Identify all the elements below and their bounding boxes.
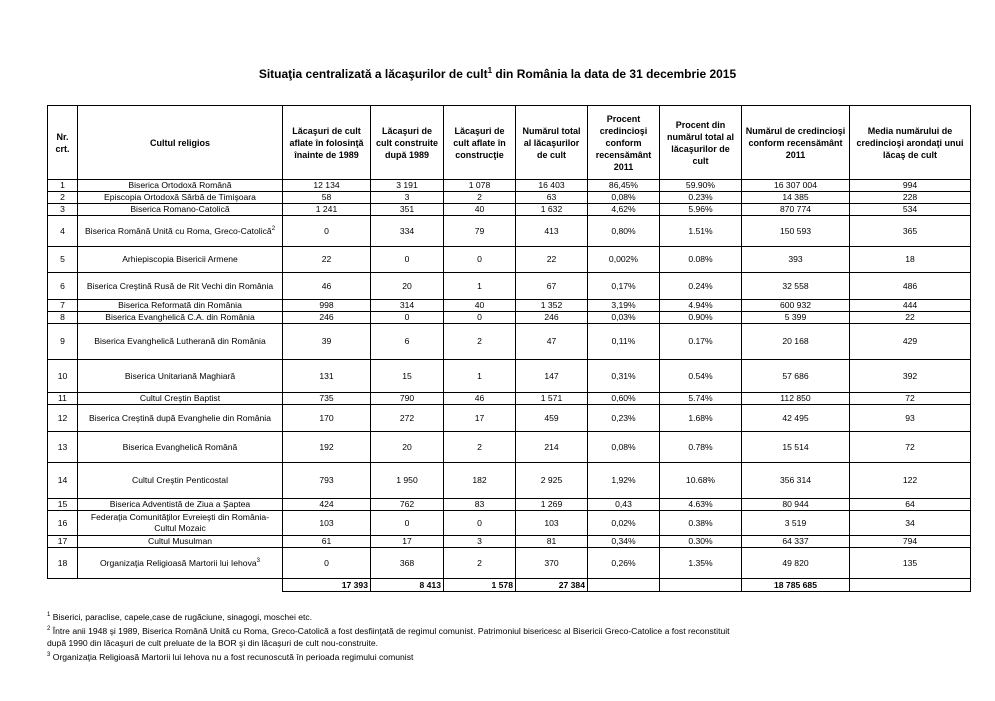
cult-name [78, 463, 283, 499]
places-in-construction: 2 [444, 548, 516, 579]
footnote [47, 649, 947, 663]
places-after-1989: 0 [371, 247, 444, 273]
title-text: Situaţia centralizată a lăcaşurilor de cult [258, 67, 488, 81]
header-cell: Lăcaşuri de cult aflate în construcţie [444, 106, 516, 180]
footnote-mark: 2 [271, 225, 276, 232]
cult-name-text: Cultul Creştin Penticostal [131, 475, 228, 485]
places-before-1989: 793 [283, 463, 371, 499]
table-row [48, 463, 971, 499]
believers-percent: 0,03% [588, 312, 660, 324]
places-after-1989: 272 [371, 405, 444, 432]
cult-name-text: Biserica Evanghelică C.A. din România [105, 312, 255, 322]
believers-count: 600 932 [742, 300, 850, 312]
places-total: 47 [516, 324, 588, 360]
row-number: 8 [48, 312, 78, 324]
cult-name [78, 393, 283, 405]
cult-name-text: Biserica Adventistă de Ziua a Şaptea [109, 499, 251, 509]
places-before-1989: 58 [283, 192, 371, 204]
title-text-rest: din România la data de 31 decembrie 2015 [492, 67, 737, 81]
places-total: 103 [516, 511, 588, 536]
footnote-mark: 3 [256, 557, 261, 564]
footnote [47, 637, 947, 649]
cult-name [78, 405, 283, 432]
table-row [48, 432, 971, 463]
places-percent: 10.68% [660, 463, 742, 499]
table-row [48, 192, 971, 204]
places-in-construction: 2 [444, 432, 516, 463]
cult-name-text: Cultul Musulman [148, 536, 212, 546]
places-in-construction: 46 [444, 393, 516, 405]
believers-percent: 4,62% [588, 204, 660, 216]
places-before-1989: 103 [283, 511, 371, 536]
believers-count: 150 593 [742, 216, 850, 247]
places-percent: 5.74% [660, 393, 742, 405]
believers-count: 356 314 [742, 463, 850, 499]
cult-name-text: Biserica Ortodoxă Română [128, 180, 232, 190]
cult-name-text: Cultul Creştin Baptist [139, 393, 221, 403]
places-after-1989: 351 [371, 204, 444, 216]
header-row [48, 106, 971, 180]
places-total: 370 [516, 548, 588, 579]
places-in-construction: 83 [444, 499, 516, 511]
believers-percent: 0,26% [588, 548, 660, 579]
cult-name-text: Biserica Unitariană Maghiară [124, 370, 236, 381]
cult-name [78, 548, 283, 579]
cult-name-text: Biserica Reformată din România [118, 300, 242, 310]
places-after-1989: 20 [371, 273, 444, 300]
places-in-construction: 17 [444, 405, 516, 432]
places-total: 1 571 [516, 393, 588, 405]
cult-name [78, 273, 283, 300]
row-number: 18 [48, 548, 78, 579]
believers-count: 5 399 [742, 312, 850, 324]
header-cell: Procent credincioşi conform recensământ 2011 [588, 106, 660, 180]
table-row [48, 324, 971, 360]
blank-cell [850, 579, 971, 592]
places-total: 81 [516, 536, 588, 548]
cult-name [78, 180, 283, 192]
places-percent: 0.24% [660, 273, 742, 300]
header-cell: Lăcaşuri de cult aflate în folosinţă înainte de 1989 [283, 106, 371, 180]
places-in-construction: 182 [444, 463, 516, 499]
believers-count: 20 168 [742, 324, 850, 360]
places-after-1989: 334 [371, 216, 444, 247]
believers-count: 112 850 [742, 393, 850, 405]
places-before-1989: 246 [283, 312, 371, 324]
footnote-text: după 1990 din lăcaşuri de cult preluate de la BOR şi din lăcaşuri de cult nou-construite. [47, 637, 379, 648]
cult-name-text: Biserica Evanghelică Lutherană din România [94, 336, 266, 346]
places-before-1989: 1 241 [283, 204, 371, 216]
places-total: 2 925 [516, 463, 588, 499]
places-in-construction: 79 [444, 216, 516, 247]
places-percent: 0.78% [660, 432, 742, 463]
cult-name-text: Organizaţia Religioasă Martorii lui Iehova [99, 557, 257, 568]
believers-per-place: 72 [850, 393, 971, 405]
believers-percent: 0,23% [588, 405, 660, 432]
believers-percent: 0,80% [588, 216, 660, 247]
footnote-text: Între anii 1948 şi 1989, Biserica Română Unită cu Roma, Greco-Catolică a fost desfiinţată de regimul comunist. Patrimoniul bisericesc al Bisericii Greco-Catolice a fost reconstituit [50, 625, 730, 636]
places-percent: 0.54% [660, 360, 742, 393]
places-before-1989: 192 [283, 432, 371, 463]
places-total: 459 [516, 405, 588, 432]
believers-percent: 3,19% [588, 300, 660, 312]
believers-count: 3 519 [742, 511, 850, 536]
header-cell: Numărul total al lăcaşurilor de cult [516, 106, 588, 180]
places-percent: 59.90% [660, 180, 742, 192]
believers-percent: 0,002% [588, 247, 660, 273]
cult-name-text: Federaţia Comunităţilor Evreieşti din România-Cultul Mozaic [90, 512, 270, 533]
places-before-1989: 998 [283, 300, 371, 312]
blank-cell [588, 579, 660, 592]
row-number: 9 [48, 324, 78, 360]
believers-per-place: 93 [850, 405, 971, 432]
places-after-1989: 314 [371, 300, 444, 312]
cult-name-text: Biserica Creştină după Evanghelie din România [88, 412, 271, 423]
places-before-1989: 46 [283, 273, 371, 300]
table-row [48, 204, 971, 216]
cult-name-text: Arhiepiscopia Bisericii Armene [122, 254, 238, 264]
row-number: 5 [48, 247, 78, 273]
believers-count: 32 558 [742, 273, 850, 300]
row-number: 3 [48, 204, 78, 216]
believers-percent: 1,92% [588, 463, 660, 499]
cult-name [78, 324, 283, 360]
believers-percent: 0,02% [588, 511, 660, 536]
places-before-1989: 131 [283, 360, 371, 393]
cult-name-text: Biserica Creştină Rusă de Rit Vechi din România [86, 280, 274, 291]
footnote [47, 609, 947, 623]
worship-places-table [47, 105, 971, 592]
places-total: 1 632 [516, 204, 588, 216]
believers-per-place: 392 [850, 360, 971, 393]
cult-name [78, 432, 283, 463]
believers-per-place: 994 [850, 180, 971, 192]
cult-name [78, 360, 283, 393]
places-percent: 0.08% [660, 247, 742, 273]
believers-per-place: 22 [850, 312, 971, 324]
places-before-1989: 39 [283, 324, 371, 360]
table-row [48, 405, 971, 432]
places-total: 214 [516, 432, 588, 463]
places-after-1989: 20 [371, 432, 444, 463]
cult-name [78, 511, 283, 536]
believers-per-place: 365 [850, 216, 971, 247]
footnote-text: Organizaţia Religioasă Martorii lui Iehova nu a fost recunoscută în perioada regimului comunist [50, 651, 414, 662]
believers-percent: 0,60% [588, 393, 660, 405]
table-row [48, 300, 971, 312]
places-in-construction: 3 [444, 536, 516, 548]
believers-per-place: 228 [850, 192, 971, 204]
places-total: 63 [516, 192, 588, 204]
believers-percent: 0,17% [588, 273, 660, 300]
places-in-construction: 0 [444, 247, 516, 273]
places-in-construction: 2 [444, 192, 516, 204]
header-cell: Cultul religios [78, 106, 283, 180]
places-in-construction: 2 [444, 324, 516, 360]
places-total: 1 269 [516, 499, 588, 511]
row-number: 12 [48, 405, 78, 432]
places-percent: 0.17% [660, 324, 742, 360]
table-row [48, 247, 971, 273]
cult-name-text: Biserica Romano-Catolică [130, 204, 230, 214]
places-percent: 0.23% [660, 192, 742, 204]
table-row [48, 548, 971, 579]
row-number: 1 [48, 180, 78, 192]
believers-percent: 0,43 [588, 499, 660, 511]
cult-name [78, 300, 283, 312]
header-cell: Nr. crt. [48, 106, 78, 180]
total-before-1989: 17 393 [283, 579, 371, 592]
cult-name-text: Biserica Evanghelică Română [122, 441, 238, 452]
places-percent: 4.94% [660, 300, 742, 312]
title-footnote-mark: 1 [487, 66, 493, 75]
believers-percent: 86,45% [588, 180, 660, 192]
row-number: 4 [48, 216, 78, 247]
row-number: 11 [48, 393, 78, 405]
places-before-1989: 424 [283, 499, 371, 511]
places-total: 413 [516, 216, 588, 247]
believers-count: 42 495 [742, 405, 850, 432]
cult-name [78, 204, 283, 216]
places-percent: 1.51% [660, 216, 742, 247]
believers-per-place: 444 [850, 300, 971, 312]
believers-count: 64 337 [742, 536, 850, 548]
places-before-1989: 61 [283, 536, 371, 548]
believers-count: 15 514 [742, 432, 850, 463]
cult-name [78, 247, 283, 273]
cult-name [78, 536, 283, 548]
places-percent: 5.96% [660, 204, 742, 216]
footnote-text: Biserici, paraclise, capele,case de rugăciune, sinagogi, moschei etc. [50, 611, 313, 622]
row-number: 7 [48, 300, 78, 312]
header-cell: Numărul de credincioşi conform recensământ 2011 [742, 106, 850, 180]
places-before-1989: 22 [283, 247, 371, 273]
believers-per-place: 64 [850, 499, 971, 511]
places-after-1989: 790 [371, 393, 444, 405]
believers-count: 80 944 [742, 499, 850, 511]
places-after-1989: 0 [371, 312, 444, 324]
total-after-1989: 8 413 [371, 579, 444, 592]
row-number: 2 [48, 192, 78, 204]
places-after-1989: 15 [371, 360, 444, 393]
header-cell: Lăcaşuri de cult construite după 1989 [371, 106, 444, 180]
places-after-1989: 3 191 [371, 180, 444, 192]
blank-cell [660, 579, 742, 592]
places-percent: 0.38% [660, 511, 742, 536]
places-before-1989: 0 [283, 216, 371, 247]
row-number: 17 [48, 536, 78, 548]
totals-row [48, 579, 971, 592]
believers-per-place: 18 [850, 247, 971, 273]
table-row [48, 511, 971, 536]
believers-per-place: 429 [850, 324, 971, 360]
row-number: 14 [48, 463, 78, 499]
blank-cell [78, 579, 283, 592]
footnote [47, 623, 947, 637]
cult-name [78, 312, 283, 324]
believers-count: 14 385 [742, 192, 850, 204]
places-in-construction: 1 [444, 360, 516, 393]
places-total: 246 [516, 312, 588, 324]
believers-per-place: 72 [850, 432, 971, 463]
believers-per-place: 794 [850, 536, 971, 548]
places-percent: 0.90% [660, 312, 742, 324]
believers-percent: 0,31% [588, 360, 660, 393]
believers-count: 16 307 004 [742, 180, 850, 192]
places-after-1989: 3 [371, 192, 444, 204]
places-after-1989: 762 [371, 499, 444, 511]
table-row [48, 536, 971, 548]
places-in-construction: 40 [444, 300, 516, 312]
row-number: 15 [48, 499, 78, 511]
table-row [48, 180, 971, 192]
row-number: 6 [48, 273, 78, 300]
believers-percent: 0,08% [588, 192, 660, 204]
believers-per-place: 486 [850, 273, 971, 300]
places-before-1989: 735 [283, 393, 371, 405]
places-before-1989: 0 [283, 548, 371, 579]
places-before-1989: 170 [283, 405, 371, 432]
places-percent: 1.35% [660, 548, 742, 579]
believers-per-place: 34 [850, 511, 971, 536]
header-cell: Media numărului de credincioşi arondaţi unui lăcaş de cult [850, 106, 971, 180]
places-after-1989: 0 [371, 511, 444, 536]
row-number: 10 [48, 360, 78, 393]
places-in-construction: 1 [444, 273, 516, 300]
row-number: 16 [48, 511, 78, 536]
places-percent: 4.63% [660, 499, 742, 511]
believers-count: 870 774 [742, 204, 850, 216]
places-percent: 0.30% [660, 536, 742, 548]
table-row [48, 393, 971, 405]
believers-per-place: 534 [850, 204, 971, 216]
believers-percent: 0,08% [588, 432, 660, 463]
places-total: 1 352 [516, 300, 588, 312]
cult-name-text: Biserica Română Unită cu Roma, Greco-Catolică [84, 225, 272, 236]
places-after-1989: 368 [371, 548, 444, 579]
places-in-construction: 0 [444, 312, 516, 324]
places-total: 16 403 [516, 180, 588, 192]
cult-name [78, 192, 283, 204]
places-after-1989: 17 [371, 536, 444, 548]
believers-percent: 0,11% [588, 324, 660, 360]
believers-count: 49 820 [742, 548, 850, 579]
believers-per-place: 135 [850, 548, 971, 579]
table-row [48, 312, 971, 324]
table-row [48, 216, 971, 247]
believers-count: 393 [742, 247, 850, 273]
places-in-construction: 1 078 [444, 180, 516, 192]
places-in-construction: 0 [444, 511, 516, 536]
places-after-1989: 6 [371, 324, 444, 360]
places-percent: 1.68% [660, 405, 742, 432]
footnote-mark: 2 [47, 625, 51, 632]
table-row [48, 360, 971, 393]
footnote-mark: 1 [47, 612, 51, 618]
total-places: 27 384 [516, 579, 588, 592]
believers-count: 57 686 [742, 360, 850, 393]
places-after-1989: 1 950 [371, 463, 444, 499]
total-in-construction: 1 578 [444, 579, 516, 592]
believers-per-place: 122 [850, 463, 971, 499]
places-total: 22 [516, 247, 588, 273]
page-title [0, 66, 995, 81]
places-in-construction: 40 [444, 204, 516, 216]
table-row [48, 273, 971, 300]
places-before-1989: 12 134 [283, 180, 371, 192]
places-total: 67 [516, 273, 588, 300]
places-total: 147 [516, 360, 588, 393]
total-believers: 18 785 685 [742, 579, 850, 592]
believers-percent: 0,34% [588, 536, 660, 548]
footnotes [47, 609, 947, 663]
table-row [48, 499, 971, 511]
cult-name-text: Episcopia Ortodoxă Sârbă de Timişoara [104, 192, 256, 202]
row-number: 13 [48, 432, 78, 463]
cult-name [78, 499, 283, 511]
footnote-mark: 3 [47, 651, 51, 658]
blank-cell [48, 579, 78, 592]
header-cell: Procent din numărul total al lăcaşurilor de cult [660, 106, 742, 180]
cult-name [78, 216, 283, 247]
